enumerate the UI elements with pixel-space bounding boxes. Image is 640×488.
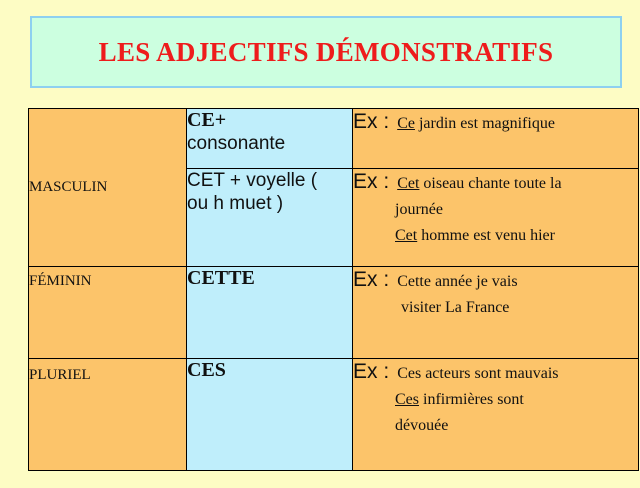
example-lead: Ex :	[353, 360, 390, 383]
example-determiner: Ces	[395, 391, 419, 408]
category-masculin	[29, 109, 187, 267]
example-second	[353, 387, 638, 413]
rule-line: ou h muet )	[187, 193, 284, 214]
example-text: Cette année je vais	[397, 273, 518, 290]
rule-determiner: CE+	[187, 109, 227, 131]
example-text: oiseau chante toute la	[423, 175, 562, 192]
category-label: MASCULIN	[29, 179, 108, 195]
example-cell-cette	[353, 267, 639, 359]
example-determiner: Cet	[397, 175, 420, 192]
rule-cell-cette	[187, 267, 353, 359]
demonstratives-table	[28, 108, 639, 471]
rule-determiner: CETTE	[187, 267, 255, 289]
category-feminin	[29, 267, 187, 359]
example-text: Ces acteurs sont mauvais	[397, 365, 559, 382]
table-row-feminin	[29, 267, 639, 359]
example-continuation: journée	[395, 201, 443, 218]
example-cell-ces	[353, 359, 639, 471]
title-banner	[30, 16, 622, 88]
rule-line: CET + voyelle (	[187, 170, 318, 191]
page-title: LES ADJECTIFS DÉMONSTRATIFS	[98, 36, 554, 67]
example-lead: Ex :	[353, 170, 390, 193]
rule-cell-ces	[187, 359, 353, 471]
category-label: PLURIEL	[29, 367, 91, 383]
rule-condition: consonante	[187, 133, 286, 154]
example-continuation: dévouée	[395, 417, 449, 434]
category-pluriel	[29, 359, 187, 471]
example-second	[353, 223, 638, 249]
example-text: infirmières sont	[423, 391, 524, 408]
table-row-pluriel	[29, 359, 639, 471]
rule-cell-ce	[187, 109, 353, 169]
example-determiner: Cet	[395, 227, 418, 244]
example-text: homme est venu hier	[421, 227, 555, 244]
rule-determiner: CES	[187, 359, 226, 381]
example-lead: Ex :	[353, 268, 390, 291]
table-row-masculin-consonant	[29, 109, 639, 169]
example-cell-ce	[353, 109, 639, 169]
example-cell-cet	[353, 169, 639, 267]
example-text: jardin est magnifique	[418, 115, 555, 132]
example-lead: Ex :	[353, 110, 390, 133]
example-continuation: visiter La France	[401, 299, 510, 316]
rule-cell-cet	[187, 169, 353, 267]
category-label: FÉMININ	[29, 273, 92, 289]
example-determiner: Ce	[397, 115, 415, 132]
